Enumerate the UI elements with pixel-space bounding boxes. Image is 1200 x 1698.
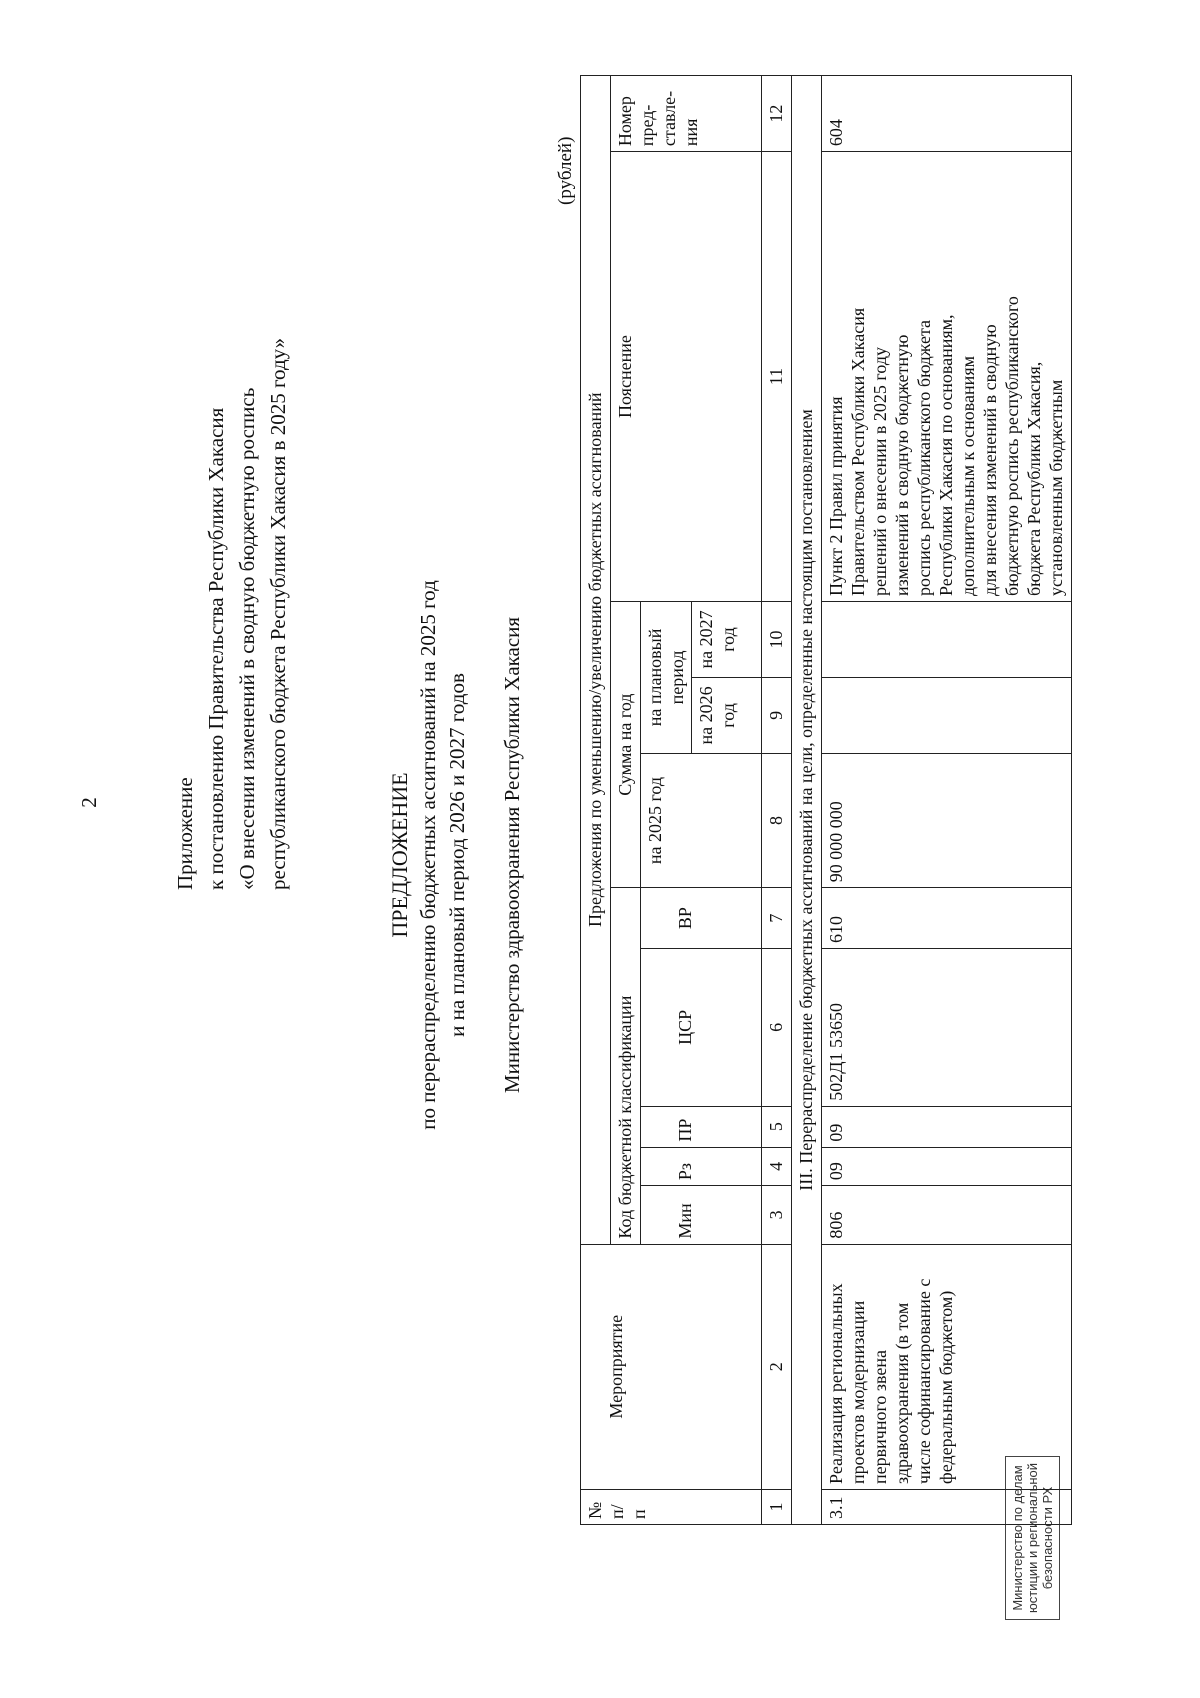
row-rz: 09 xyxy=(822,1147,1072,1186)
explanation-line: бюджетную роспись республиканского xyxy=(1002,296,1022,596)
page-number: 2 xyxy=(76,797,101,808)
row-num: 3.1 xyxy=(822,1489,1072,1524)
col-number: 3 xyxy=(762,1186,792,1244)
event-line: первичного звена xyxy=(870,1349,890,1484)
header-rz: Рз xyxy=(641,1147,762,1186)
header-min: Мин xyxy=(641,1186,762,1244)
ministry-name: Министерство здравоохранения Республики Хакасия xyxy=(500,616,524,1094)
explanation-line: для внесения изменений в сводную xyxy=(980,324,1000,596)
proposal-heading: ПРЕДЛОЖЕНИЕ xyxy=(387,772,412,938)
header-2027: на 2027 год xyxy=(692,601,762,677)
proposal-line: и на плановый период 2026 и 2027 годов xyxy=(445,673,469,1037)
row-pr: 09 xyxy=(822,1106,1072,1147)
explanation-line: Республики Хакасия по основаниям, xyxy=(936,314,956,596)
header-event: Мероприятие xyxy=(581,1244,762,1489)
col-number: 6 xyxy=(762,948,792,1106)
header-code: Код бюджетной классификации xyxy=(611,888,641,1244)
appendix-header xyxy=(170,338,294,890)
row-rep-num: 604 xyxy=(822,76,1072,152)
appendix-line: Приложение xyxy=(173,777,197,890)
col-number: 11 xyxy=(762,152,792,602)
row-2027 xyxy=(822,601,1072,677)
col-number: 9 xyxy=(762,677,792,753)
explanation-line: Пункт 2 Правил принятия xyxy=(826,396,846,596)
event-line: Реализация региональных xyxy=(826,1283,846,1484)
budget-table xyxy=(580,75,1072,1525)
row-min: 806 xyxy=(822,1186,1072,1244)
col-number: 8 xyxy=(762,753,792,887)
header-2026: на 2026 год xyxy=(692,677,762,753)
col-number: 10 xyxy=(762,601,792,677)
event-line: проектов модернизации xyxy=(848,1300,868,1484)
event-line: федеральным бюджетом) xyxy=(936,1290,956,1484)
rotated-document xyxy=(60,90,1145,1640)
col-number: 7 xyxy=(762,888,792,949)
col-number: 4 xyxy=(762,1147,792,1186)
stamp-line: безопасности РХ xyxy=(1040,1486,1055,1590)
header-pr: ПР xyxy=(641,1106,762,1147)
header-explanation: Пояснение xyxy=(611,152,762,602)
appendix-line: «О внесении изменений в сводную бюджетную роспись xyxy=(235,387,259,890)
explanation-line: Правительством Республики Хакасия xyxy=(848,307,868,596)
table-row xyxy=(822,76,1072,1525)
explanation-line: изменений в сводную бюджетную xyxy=(892,334,912,596)
explanation-line: роспись республиканского бюджета xyxy=(914,319,934,596)
explanation-line: установленным бюджетным xyxy=(1046,379,1066,596)
row-explanation xyxy=(822,152,1072,602)
header-group: Предложения по уменьшению/увеличению бюджетных ассигнований xyxy=(581,76,611,1245)
header-rep-num: Номер пред-ставле-ния xyxy=(611,76,762,152)
section-row: III. Перераспределение бюджетных ассигнований на цели, определенные настоящим постановлением xyxy=(792,76,822,1525)
stamp-line: юстиции и региональной xyxy=(1025,1462,1040,1613)
row-2026 xyxy=(822,677,1072,753)
row-csr: 502Д1 53650 xyxy=(822,948,1072,1106)
units-label: (рублей) xyxy=(555,136,576,205)
explanation-line: дополнительным к основаниям xyxy=(958,356,978,596)
header-planned: на плановый период xyxy=(641,601,692,753)
stamp-line: Министерство по делам xyxy=(1010,1465,1025,1611)
col-number: 12 xyxy=(762,76,792,152)
header-2025: на 2025 год xyxy=(641,753,762,887)
event-line: числе софинансирование с xyxy=(914,1278,934,1484)
explanation-line: решений о внесении в 2025 году xyxy=(870,347,890,596)
appendix-line: республиканского бюджета Республики Хакасия в 2025 году» xyxy=(266,337,290,890)
explanation-line: бюджета Республики Хакасия, xyxy=(1024,361,1044,596)
col-number: 2 xyxy=(762,1244,792,1489)
col-number: 5 xyxy=(762,1106,792,1147)
proposal-line: по перераспределению бюджетных ассигнований на 2025 год xyxy=(416,580,440,1130)
proposal-title xyxy=(385,305,472,1405)
header-vr: ВР xyxy=(641,888,762,949)
header-csr: ЦСР xyxy=(641,948,762,1106)
row-event xyxy=(822,1244,1072,1489)
event-line: здравоохранения (в том xyxy=(892,1302,912,1484)
row-vr: 610 xyxy=(822,888,1072,949)
header-sum: Сумма на год xyxy=(611,601,641,887)
header-num: № п/п xyxy=(581,1489,762,1524)
appendix-line: к постановлению Правительства Республики Хакасия xyxy=(204,407,228,890)
row-2025: 90 000 000 xyxy=(822,753,1072,887)
col-number: 1 xyxy=(762,1489,792,1524)
